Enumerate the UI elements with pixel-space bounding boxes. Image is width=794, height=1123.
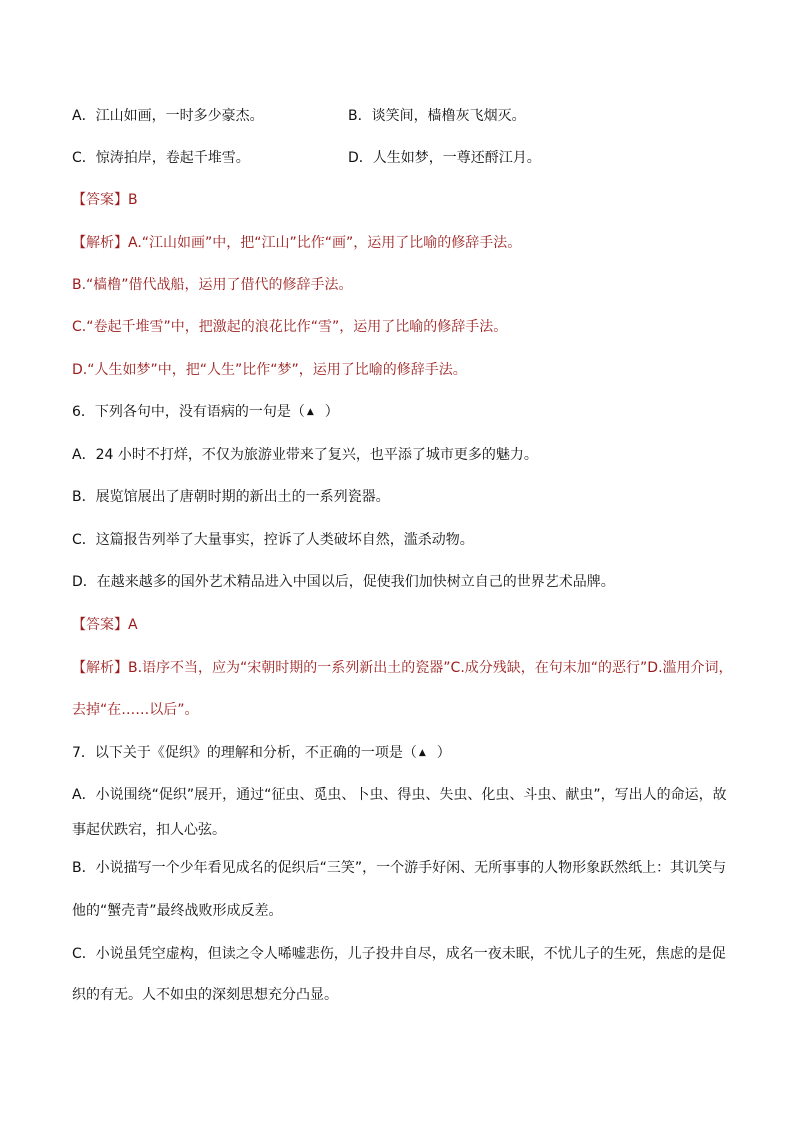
q6-stem-text: 6．下列各句中，没有语病的一句是（ [72, 404, 305, 420]
blank-triangle-icon: ▲ [306, 407, 314, 417]
q7-option-b-line-1: B．小说描写一个少年看见成名的促织后“三笑”，一个游手好闲、无所事事的人物形象跃然纸上：其讥笑与 [72, 860, 727, 876]
q5-option-c: C．惊涛拍岸，卷起千堆雪。 [72, 150, 250, 166]
q6-option-d: D．在越来越多的国外艺术精品进入中国以后，促使我们加快树立自己的世界艺术品牌。 [72, 574, 615, 590]
q7-stem-text: 7．以下关于《促织》的理解和分析，不正确的一项是（ [72, 745, 417, 761]
q5-option-d: D．人生如梦，一尊还酹江月。 [348, 150, 541, 166]
analysis-tag: 【解析】 [72, 235, 128, 251]
q5-answer [72, 190, 732, 210]
q5-option-a: A．江山如画，一时多少豪杰。 [72, 108, 264, 124]
answer-tag: 【答案】 [72, 192, 128, 208]
analysis-text: A.“江山如画”中，把“江山”比作“画”，运用了比喻的修辞手法。 [128, 235, 522, 251]
answer-value: A [128, 617, 138, 633]
analysis-tag: 【解析】 [72, 660, 128, 676]
q6-option-c: C．这篇报告列举了大量事实，控诉了人类破坏自然，滥杀动物。 [72, 532, 474, 548]
q6-stem-close: ） [324, 404, 339, 420]
q7-option-c-line-2: 织的有无。人不如虫的深刻思想充分凸显。 [72, 987, 338, 1003]
q7-option-a-line-1: A．小说围绕“促织”展开，通过“征虫、觅虫、卜虫、得虫、失虫、化虫、斗虫、献虫”，写出人的命运，故 [72, 787, 727, 803]
q5-analysis-line-2: B.“樯橹”借代战船，运用了借代的修辞手法。 [72, 277, 353, 293]
q6-answer [72, 615, 732, 635]
q6-option-a: A．24 小时不打烊，不仅为旅游业带来了复兴，也平添了城市更多的魅力。 [72, 447, 538, 463]
q5-analysis-line-1 [72, 233, 732, 253]
q7-option-b-line-2: 他的“蟹壳青”最终战败形成反差。 [72, 903, 283, 919]
q6-option-b: B．展览馆展出了唐朝时期的新出土的一系列瓷器。 [72, 489, 390, 505]
q6-stem [72, 402, 732, 422]
q7-option-c-line-1: C．小说虽凭空虚构，但读之令人唏嘘悲伤，儿子投井自尽，成名一夜未眠，不忧儿子的生死，焦虑的是促 [72, 946, 726, 962]
blank-triangle-icon: ▲ [418, 748, 426, 758]
answer-value: B [128, 192, 138, 208]
q7-option-a-line-2: 事起伏跌宕，扣人心弦。 [72, 822, 226, 838]
q5-analysis-line-3: C.“卷起千堆雪”中，把激起的浪花比作“雪”，运用了比喻的修辞手法。 [72, 319, 508, 335]
answer-tag: 【答案】 [72, 617, 128, 633]
q5-option-b: B．谈笑间，樯橹灰飞烟灭。 [348, 108, 526, 124]
q6-analysis-line-2: 去掉“在……以后”。 [72, 702, 199, 718]
q7-stem [72, 743, 732, 763]
q6-analysis-line-1 [72, 658, 732, 678]
q5-analysis-line-4: D.“人生如梦”中，把“人生”比作“梦”，运用了比喻的修辞手法。 [72, 362, 467, 378]
q7-stem-close: ） [436, 745, 451, 761]
analysis-text: B.语序不当，应为“宋朝时期的一系列新出土的瓷器”C.成分残缺，在句末加“的恶行”D.滥用介词， [128, 660, 733, 676]
